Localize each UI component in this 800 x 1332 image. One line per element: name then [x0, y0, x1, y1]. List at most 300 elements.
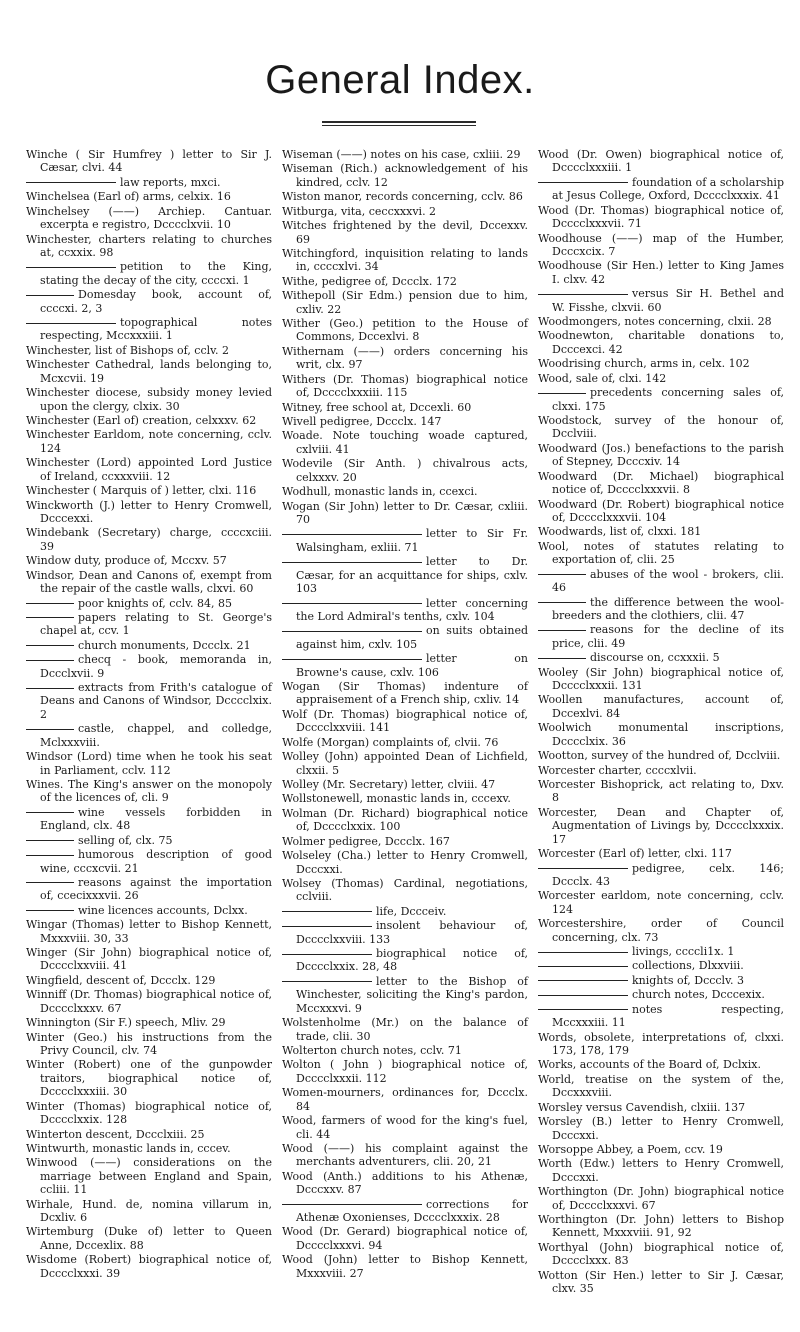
index-entry-text: Wood (Dr. Owen) biographical notice of, Dcccclxxxiii. 1 — [538, 148, 784, 175]
index-entry-text: Worthyal (John) biographical notice of, Dcccclxxx. 83 — [538, 1240, 784, 1268]
index-entry — [282, 736, 528, 749]
index-entry-text: Wingfield, descent of, Dccclx. 129 — [26, 973, 216, 987]
index-entry-text: Woodwards, list of, clxxi. 181 — [538, 525, 702, 539]
index-entry-text: livings, ccccli1x. 1 — [632, 945, 735, 959]
index-entry-text: Winchester Cathedral, lands belonging to, Mcxcvii. 19 — [26, 358, 272, 385]
index-entry — [26, 597, 272, 610]
ditto-rule — [26, 812, 74, 813]
ditto-rule — [26, 267, 116, 268]
index-entry — [538, 1031, 784, 1058]
index-entry — [538, 315, 784, 328]
index-entry-text: Wodhull, monastic lands in, ccexci. — [282, 485, 478, 499]
index-entry-text: Winchester (Lord) appointed Lord Justice of Ireland, ccxxxviii. 12 — [26, 456, 272, 483]
index-entry — [538, 623, 784, 650]
index-entry — [282, 849, 528, 876]
ditto-rule — [538, 966, 628, 967]
ditto-rule — [538, 602, 586, 603]
index-entry-text: Window duty, produce of, Mccxv. 57 — [26, 554, 227, 568]
index-entry-text: Wirhale, Hund. de, nomina villarum in, Dcxliv. 6 — [26, 1197, 272, 1225]
ditto-rule — [538, 1009, 628, 1010]
index-entry-text: humorous description of good wine, cccxcvii. 21 — [40, 848, 272, 875]
index-entry — [538, 596, 784, 623]
index-entry-text: Wollstonewell, monastic lands in, cccexv. — [282, 792, 511, 806]
index-entry — [282, 835, 528, 848]
index-entry — [26, 1128, 272, 1141]
index-entry-text: Winchester, list of Bishops of, cclv. 2 — [26, 343, 230, 357]
index-entry — [538, 540, 784, 567]
index-entry-text: Woodward (Dr. Robert) biographical notice of, Dcccclxxxvii. 104 — [538, 497, 784, 524]
index-entry-text: letter on Browne's cause, cxlv. 106 — [296, 652, 528, 679]
ditto-rule — [282, 603, 422, 604]
index-entry — [538, 1115, 784, 1142]
index-entry-text: Wiseman (——) notes on his case, cxliii. 29 — [282, 148, 521, 161]
index-entry-text: biographical notice of, Dcccclxxix. 28, 48 — [296, 947, 528, 974]
index-entry-text: Wolton ( John ) biographical notice of, Dcccclxxxii. 112 — [282, 1058, 528, 1085]
index-entry — [26, 428, 272, 455]
index-entry — [282, 190, 528, 203]
ditto-rule — [26, 910, 74, 911]
index-entry-text: Worcestershire, order of Council concerning, clx. 73 — [538, 917, 784, 944]
page-title: General Index. — [265, 58, 535, 102]
index-entry-text: Wirtemburg (Duke of) letter to Queen Anne, Dccexlix. 88 — [26, 1225, 272, 1252]
index-entry-text: Wiseman (Rich.) acknowledgement of his kindred, cclv. 12 — [282, 162, 528, 189]
index-entry-text: insolent behaviour of, Dcccclxxviii. 133 — [296, 919, 528, 946]
ditto-rule — [26, 729, 74, 730]
index-entry — [282, 652, 528, 679]
index-entry — [538, 889, 784, 916]
index-entry-text: Wisdome (Robert) biographical notice of, Dcccclxxxi. 39 — [26, 1253, 272, 1280]
index-entry-text: Worsoppe Abbey, a Poem, ccv. 19 — [538, 1142, 723, 1156]
index-entry — [538, 862, 784, 889]
index-entry — [282, 778, 528, 791]
index-entry — [26, 848, 272, 875]
index-entry — [538, 749, 784, 762]
index-entry-text: life, Dccceiv. — [376, 904, 447, 918]
ditto-rule — [282, 659, 422, 660]
index-entry-text: Winche ( Sir Humfrey ) letter to Sir J. Cæsar, clvi. 44 — [26, 148, 272, 175]
ditto-rule — [26, 295, 74, 296]
index-entry-text: Woodmongers, notes concerning, clxii. 28 — [538, 315, 772, 329]
index-entry — [282, 1170, 528, 1197]
index-entry-text: Wolley (Mr. Secretary) letter, clviii. 47 — [282, 777, 496, 791]
index-entry-text: reasons for the decline of its price, clii. 49 — [552, 623, 784, 650]
index-entry-text: Domesday book, account of, ccccxi. 2, 3 — [40, 288, 272, 315]
index-entry — [282, 919, 528, 946]
index-entry-text: Woodward (Dr. Michael) biographical notice of, Dcccclxxxvii. 8 — [538, 469, 784, 497]
index-entry-text: reasons against the importation of, ccecixxxvii. 26 — [40, 875, 272, 903]
index-entry-text: petition to the King, stating the decay of the city, ccccxi. 1 — [40, 260, 272, 287]
index-entry — [26, 1058, 272, 1098]
ditto-rule — [26, 882, 74, 883]
ditto-rule — [538, 868, 628, 869]
index-entry — [282, 877, 528, 904]
index-entry — [26, 722, 272, 749]
index-entry — [538, 806, 784, 846]
index-entry — [26, 358, 272, 385]
index-entry — [282, 289, 528, 316]
index-entry — [538, 778, 784, 805]
index-entry — [282, 792, 528, 805]
index-entry — [26, 974, 272, 987]
ditto-rule — [538, 574, 586, 575]
index-entry — [26, 653, 272, 680]
index-entry — [282, 597, 528, 624]
index-entry — [538, 498, 784, 525]
index-entry-text: Winwood (——) considerations on the marriage between England and Spain, ccliii. 11 — [26, 1156, 272, 1197]
index-column-1 — [26, 148, 272, 1281]
ditto-rule — [26, 645, 74, 646]
index-entry-text: Worthington (Dr. John) biographical notice of, Dcccclxxxvi. 67 — [538, 1185, 784, 1212]
index-entry-text: Witchingford, inquisition relating to lands in, ccccxlvi. 34 — [282, 246, 528, 274]
index-entry-text: Worthington (Dr. John) letters to Bishop Kennett, Mxxxviii. 91, 92 — [538, 1213, 784, 1240]
index-entry — [26, 778, 272, 805]
index-entry-text: foundation of a scholarship at Jesus College, Oxford, Dcccclxxxix. 41 — [552, 175, 784, 203]
ditto-rule — [282, 631, 422, 632]
index-entry — [26, 1016, 272, 1029]
index-entry — [26, 316, 272, 343]
index-entry — [26, 611, 272, 638]
index-entry — [538, 1241, 784, 1268]
index-entry-text: Wood (Dr. Thomas) biographical notice of, Dcccclxxxvii. 71 — [538, 203, 784, 231]
index-entry — [282, 162, 528, 189]
index-entry — [26, 946, 272, 973]
index-entry-text: the difference between the wool-breeders and the clothiers, clii. 47 — [552, 595, 784, 622]
index-entry-text: Wolman (Dr. Richard) biographical notice of, Dcccclxxix. 100 — [282, 806, 528, 834]
ditto-rule — [26, 182, 116, 183]
index-entry-text: Women-mourners, ordinances for, Dccclx. 84 — [282, 1086, 528, 1113]
index-entry — [538, 988, 784, 1001]
index-entry — [282, 1253, 528, 1280]
index-entry — [26, 876, 272, 903]
index-entry — [26, 988, 272, 1015]
index-entry-text: letter concerning the Lord Admiral's tenths, cxlv. 104 — [296, 596, 528, 623]
index-entry-text: Worcester, Dean and Chapter of, Augmentation of Livings by, Dcccclxxxix. 17 — [538, 805, 784, 846]
index-entry — [538, 1058, 784, 1071]
index-entry — [538, 442, 784, 469]
index-entry-text: Worsley (B.) letter to Henry Cromwell, Dcccxxi. — [538, 1115, 784, 1142]
index-entry-text: Withernam (——) orders concerning his writ, clx. 97 — [282, 344, 528, 372]
index-entry — [282, 275, 528, 288]
index-entry-text: on suits obtained against him, cxlv. 105 — [296, 624, 528, 651]
index-entry-text: Wolseley (Cha.) letter to Henry Cromwell, Dcccxxi. — [282, 849, 528, 876]
ditto-rule — [26, 688, 74, 689]
index-entry — [538, 414, 784, 441]
index-entry — [538, 1185, 784, 1212]
index-entry-text: notes respecting, Mccxxxiii. 11 — [552, 1002, 784, 1030]
index-entry-text: selling of, clx. 75 — [78, 833, 173, 847]
index-entry — [282, 317, 528, 344]
index-entry-text: church monuments, Dccclx. 21 — [78, 638, 251, 652]
index-entry-text: discourse on, ccxxxii. 5 — [590, 651, 720, 665]
index-entry — [26, 1142, 272, 1155]
index-entry-text: knights of, Dccclv. 3 — [632, 973, 744, 987]
ditto-rule — [538, 995, 628, 996]
index-entry-text: Woollen manufactures, account of, Dccexlvi. 84 — [538, 693, 784, 720]
index-entry — [282, 905, 528, 918]
index-entry-text: Wiston manor, records concerning, cclv. 86 — [282, 190, 523, 204]
index-entry-text: castle, chappel, and colledge, Mclxxxviii. — [40, 722, 272, 749]
index-entry-text: Wivell pedigree, Dccclx. 147 — [282, 415, 442, 429]
ditto-rule — [538, 980, 628, 981]
index-entry — [26, 904, 272, 917]
index-entry-text: Wolmer pedigree, Dccclx. 167 — [282, 834, 450, 848]
index-entry — [282, 429, 528, 456]
index-entry-text: wine vessels forbidden in England, clx. 48 — [40, 805, 272, 833]
index-entry — [26, 639, 272, 652]
index-entry — [26, 288, 272, 315]
index-entry — [538, 1101, 784, 1114]
index-entry-text: Winchelsey (——) Archiep. Cantuar. excerpta e registro, Dcccclxvii. 10 — [26, 204, 272, 232]
index-entry — [26, 233, 272, 260]
index-entry-text: Winchester ( Marquis of ) letter, clxi. 116 — [26, 484, 257, 498]
index-entry-text: Wogan (Sir Thomas) indenture of appraisement of a French ship, cxliv. 14 — [282, 680, 528, 707]
index-entry-text: World, treatise on the system of the, Dccxxxviii. — [538, 1072, 784, 1100]
ditto-rule — [26, 603, 74, 604]
index-entry — [538, 329, 784, 356]
index-entry-text: Winter (Robert) one of the gunpowder traitors, biographical notice of, Dcccclxxxiii. 30 — [26, 1058, 272, 1099]
index-entry — [282, 947, 528, 974]
index-entry — [26, 750, 272, 777]
index-entry-text: checq - book, memoranda in, Dccclxvii. 9 — [40, 653, 272, 680]
index-entry-text: wine licences accounts, Dclxx. — [78, 903, 248, 917]
index-entry — [26, 569, 272, 596]
index-entry — [282, 1198, 528, 1225]
index-entry-text: Wogan (Sir John) letter to Dr. Cæsar, cxliii. 70 — [282, 499, 528, 526]
index-entry — [26, 148, 272, 175]
index-entry — [538, 372, 784, 385]
index-entry-text: Winchester (Earl of) creation, celxxxv. 62 — [26, 414, 257, 428]
ditto-rule — [538, 658, 586, 659]
index-entry-text: Woodnewton, charitable donations to, Dcccexci. 42 — [538, 329, 784, 356]
ditto-rule — [282, 926, 372, 927]
index-entry-text: letter to Dr. Cæsar, for an acquittance for ships, cxlv. 103 — [296, 555, 528, 596]
index-entry — [538, 666, 784, 693]
index-entry — [282, 1225, 528, 1252]
index-entry — [282, 527, 528, 554]
index-entry-text: Wintwurth, monastic lands in, cccev. — [26, 1141, 231, 1155]
index-entry-text: Woade. Note touching woade captured, cxlviii. 41 — [282, 429, 528, 456]
index-entry-text: Wood, sale of, clxi. 142 — [538, 371, 667, 385]
index-entry — [26, 1156, 272, 1196]
index-entry — [538, 1269, 784, 1296]
index-entry — [282, 205, 528, 218]
index-entry — [538, 974, 784, 987]
ditto-rule — [282, 981, 372, 982]
index-entry-text: Wood (John) letter to Bishop Kennett, Mxxxviii. 27 — [282, 1253, 528, 1280]
index-entry-text: Winter (Thomas) biographical notice of, Dcccclxxix. 128 — [26, 1099, 272, 1127]
index-entry — [26, 499, 272, 526]
index-entry — [538, 959, 784, 972]
index-entry-text: Windsor (Lord) time when he took his seat in Parliament, cclv. 112 — [26, 750, 272, 777]
title-rule — [322, 121, 476, 123]
index-entry-text: Wolf (Dr. Thomas) biographical notice of, Dcccclxxviii. 141 — [282, 707, 528, 735]
index-entry-text: Winchelsea (Earl of) arms, celxix. 16 — [26, 190, 231, 204]
index-entry-text: Wood (Dr. Gerard) biographical notice of, Dcccclxxxvi. 94 — [282, 1225, 528, 1252]
index-entry — [282, 807, 528, 834]
index-entry-text: Woodhouse (——) map of the Humber, Dcccxcix. 7 — [538, 231, 784, 258]
index-entry-text: Wolley (John) appointed Dean of Lichfield, clxxii. 5 — [282, 750, 528, 777]
index-entry — [26, 1198, 272, 1225]
index-entry — [538, 721, 784, 748]
index-entry — [538, 1157, 784, 1184]
index-entry-text: Worcester earldom, note concerning, cclv. 124 — [538, 889, 784, 916]
index-entry-text: Wood, farmers of wood for the king's fuel, cli. 44 — [282, 1114, 528, 1141]
index-entry-text: poor knights of, cclv. 84, 85 — [78, 596, 233, 610]
index-entry — [26, 190, 272, 203]
index-entry-text: Withe, pedigree of, Dccclx. 172 — [282, 274, 457, 288]
index-entry-text: precedents concerning sales of, clxxi. 175 — [552, 386, 784, 413]
index-entry-text: church notes, Dcccexix. — [632, 988, 765, 1002]
index-entry — [282, 680, 528, 707]
index-entry-text: Woodrising church, arms in, celx. 102 — [538, 357, 750, 371]
index-entry — [282, 1114, 528, 1141]
index-entry — [282, 373, 528, 400]
index-entry — [26, 834, 272, 847]
index-entry-text: Winter (Geo.) his instructions from the Privy Council, clv. 74 — [26, 1030, 272, 1057]
ditto-rule — [26, 660, 74, 661]
index-entry — [538, 1003, 784, 1030]
index-column-2 — [282, 148, 528, 1281]
index-entry-text: abuses of the wool - brokers, clii. 46 — [552, 567, 784, 595]
index-entry — [282, 975, 528, 1015]
index-entry — [538, 945, 784, 958]
index-entry — [282, 750, 528, 777]
ditto-rule — [538, 630, 586, 631]
index-entry-text: Worsley versus Cavendish, clxiii. 137 — [538, 1100, 746, 1114]
index-entry-text: Witburga, vita, ceccxxxvi. 2 — [282, 204, 437, 218]
index-entry-text: Wootton, survey of the hundred of, Dcclviii. — [538, 749, 781, 763]
index-entry — [538, 1143, 784, 1156]
index-entry — [282, 500, 528, 527]
index-entry — [282, 457, 528, 484]
index-entry-text: Wood (Anth.) additions to his Athenæ, Dcccxxv. 87 — [282, 1169, 528, 1197]
index-entry-text: Winchester diocese, subsidy money levied upon the clergy, clxix. 30 — [26, 386, 272, 413]
index-entry-text: Wotton (Sir Hen.) letter to Sir J. Cæsar, clxv. 35 — [538, 1268, 784, 1296]
index-entry — [538, 1213, 784, 1240]
index-entry — [26, 1253, 272, 1280]
index-entry — [538, 764, 784, 777]
index-entry — [26, 176, 272, 189]
index-entry-text: Works, accounts of the Board of, Dclxix. — [538, 1058, 761, 1072]
index-entry — [26, 681, 272, 721]
ditto-rule — [282, 954, 372, 955]
ditto-rule — [538, 952, 628, 953]
index-entry-text: Wodevile (Sir Anth. ) chivalrous acts, celxxxv. 20 — [282, 457, 528, 484]
ditto-rule — [26, 840, 74, 841]
index-entry — [538, 357, 784, 370]
index-entry-text: law reports, mxci. — [120, 175, 221, 189]
index-entry — [538, 232, 784, 259]
index-entry — [538, 1073, 784, 1100]
index-entry-text: Wolstenholme (Mr.) on the balance of trade, clii. 30 — [282, 1016, 528, 1043]
index-entry-text: Winterton descent, Dccclxiii. 25 — [26, 1127, 205, 1141]
index-entry-text: Wither (Geo.) petition to the House of Commons, Dccexlvi. 8 — [282, 317, 528, 344]
index-entry — [538, 693, 784, 720]
ditto-rule — [26, 323, 116, 324]
index-entry-text: Woodstock, survey of the honour of, Dcclviii. — [538, 414, 784, 441]
index-entry-text: corrections for Athenæ Oxonienses, Dcccclxxxix. 28 — [296, 1197, 528, 1225]
index-entry-text: Wood (——) his complaint against the merchants adventurers, clii. 20, 21 — [282, 1141, 528, 1169]
index-entry-text: papers relating to St. George's chapel at, ccv. 1 — [40, 610, 272, 638]
index-entry-text: Winchester Earldom, note concerning, cclv. 124 — [26, 428, 272, 455]
index-entry-text: Winniff (Dr. Thomas) biographical notice of, Dcccclxxxv. 67 — [26, 988, 272, 1015]
index-entry — [282, 708, 528, 735]
ditto-rule — [282, 562, 422, 563]
ditto-rule — [282, 1204, 422, 1205]
index-entry — [538, 386, 784, 413]
index-entry — [538, 917, 784, 944]
index-column-3 — [538, 148, 784, 1297]
index-entry-text: Withepoll (Sir Edm.) pension due to him, cxliv. 22 — [282, 289, 528, 316]
index-entry-text: Wines. The King's answer on the monopoly of the licences of, cli. 9 — [26, 777, 272, 805]
index-entry — [26, 1100, 272, 1127]
ditto-rule — [538, 393, 586, 394]
index-entry — [282, 415, 528, 428]
index-entry — [282, 1086, 528, 1113]
index-entry-text: Words, obsolete, interpretations of, clxxi. 173, 178, 179 — [538, 1030, 784, 1057]
index-entry — [282, 1058, 528, 1085]
index-entry — [538, 176, 784, 203]
index-entry-text: Woolwich monumental inscriptions, Dcccclxix. 36 — [538, 721, 784, 748]
index-entry-text: Worcester charter, ccccxlvii. — [538, 763, 697, 777]
index-entry — [282, 247, 528, 274]
index-entry — [538, 651, 784, 664]
index-entry — [538, 287, 784, 314]
index-entry — [538, 148, 784, 175]
index-entry — [282, 401, 528, 414]
index-entry — [282, 219, 528, 246]
index-entry — [26, 484, 272, 497]
index-entry-text: Woodward (Jos.) benefactions to the parish of Stepney, Dcccxiv. 14 — [538, 441, 784, 469]
index-entry-text: Woodhouse (Sir Hen.) letter to King James I. clxv. 42 — [538, 259, 784, 286]
index-entry-text: Winchester, charters relating to churches at, ccxxix. 98 — [26, 232, 272, 259]
index-entry-text: pedigree, celx. 146; Dccclx. 43 — [552, 861, 784, 888]
ditto-rule — [26, 855, 74, 856]
index-entry-text: collections, Dlxxviii. — [632, 959, 744, 973]
index-entry-text: Wooley (Sir John) biographical notice of, Dcccclxxxii. 131 — [538, 665, 784, 693]
index-entry-text: letter to the Bishop of Winchester, soliciting the King's pardon, Mccxxxvi. 9 — [296, 974, 528, 1015]
index-entry-text: Witches frightened by the devil, Dccexxv. 69 — [282, 219, 528, 246]
ditto-rule — [282, 534, 422, 535]
index-entry — [26, 1031, 272, 1058]
index-entry — [26, 205, 272, 232]
index-entry-text: Witney, free school at, Dccexli. 60 — [282, 400, 472, 414]
index-entry — [538, 259, 784, 286]
index-entry — [26, 554, 272, 567]
index-entry — [282, 485, 528, 498]
index-entry-text: Worcester Bishoprick, act relating to, Dxv. 8 — [538, 777, 784, 805]
index-entry-text: extracts from Frith's catalogue of Deans and Canons of Windsor, Dcccclxix. 2 — [40, 681, 272, 721]
index-entry-text: Withers (Dr. Thomas) biographical notice of, Dcccclxxxiii. 115 — [282, 372, 528, 400]
ditto-rule — [538, 294, 628, 295]
index-entry — [282, 1016, 528, 1043]
index-entry — [26, 1225, 272, 1252]
index-entry-text: Wolfe (Morgan) complaints of, clvii. 76 — [282, 735, 499, 749]
index-entry — [26, 414, 272, 427]
index-entry — [538, 847, 784, 860]
index-entry-text: Winnington (Sir F.) speech, Mliv. 29 — [26, 1016, 226, 1030]
index-entry-text: letter to Sir Fr. Walsingham, exliii. 71 — [296, 527, 528, 554]
index-entry-text: Wool, notes of statutes relating to exportation of, clii. 25 — [538, 539, 784, 567]
index-entry-text: Wingar (Thomas) letter to Bishop Kennett, Mxxxviii. 30, 33 — [26, 918, 272, 945]
index-entry-text: Winger (Sir John) biographical notice of, Dcccclxxviii. 41 — [26, 946, 272, 973]
index-entry — [26, 918, 272, 945]
index-entry-text: versus Sir H. Bethel and W. Fisshe, clxvii. 60 — [552, 287, 784, 314]
index-entry — [538, 204, 784, 231]
index-entry — [282, 1142, 528, 1169]
index-entry-text: Wolterton church notes, cclv. 71 — [282, 1044, 462, 1057]
index-entry — [282, 555, 528, 595]
